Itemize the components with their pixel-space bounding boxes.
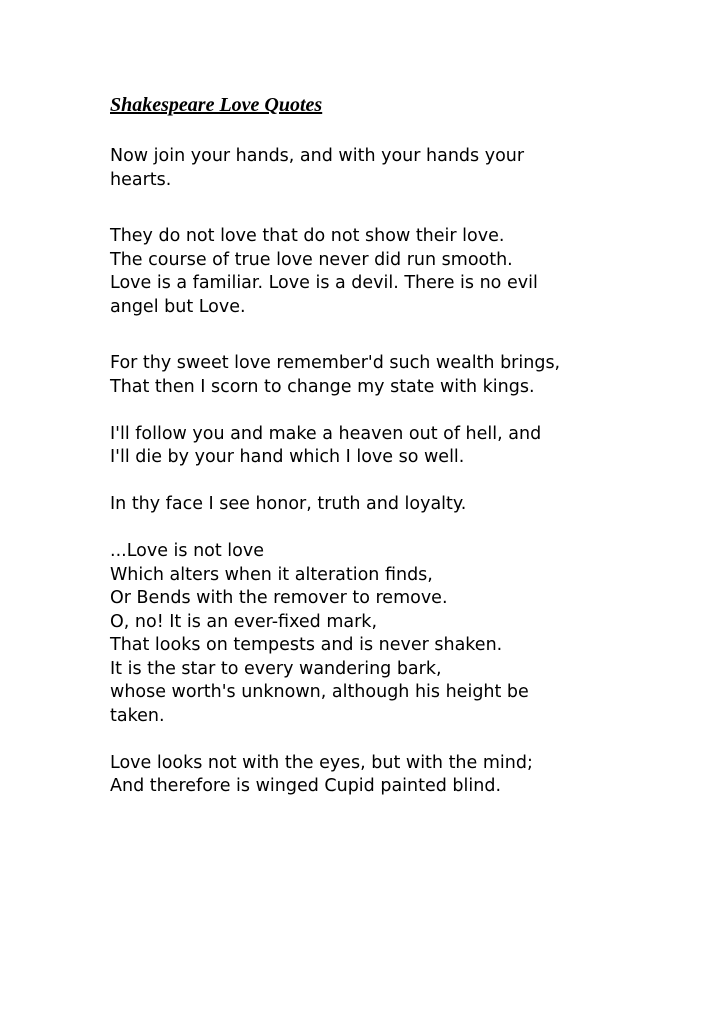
text-line: For thy sweet love remember'd such wealth brings, [110, 353, 561, 373]
text-line: whose worth's unknown, although his height be [110, 682, 529, 702]
stanza [110, 752, 710, 799]
document-body [110, 145, 710, 799]
stanza [110, 352, 710, 399]
text-line: I'll follow you and make a heaven out of hell, and [110, 423, 542, 444]
text-line: I'll die by your hand which I love so well. [110, 447, 465, 467]
text-line: Love is a familiar. Love is a devil. There is no evil [110, 273, 538, 293]
stanza [110, 145, 710, 192]
stanza [110, 423, 710, 470]
text-line: O, no! It is an ever-fixed mark, [110, 611, 378, 632]
text-line: Love looks not with the eyes, but with the mind; [110, 752, 533, 773]
document-title: Shakespeare Love Quotes [110, 94, 323, 116]
text-line: It is the star to every wandering bark, [110, 658, 442, 679]
text-line: angel but Love. [110, 296, 246, 317]
text-line: ...Love is not love [110, 541, 264, 561]
text-line: That then I scorn to change my state with kings. [110, 376, 535, 397]
paragraph-spacer [110, 470, 710, 494]
paragraph-spacer [110, 399, 710, 423]
text-line: That looks on tempests and is never shaken. [110, 635, 503, 655]
text-line: Now join your hands, and with your hands your [110, 146, 525, 166]
text-line: Or Bends with the remover to remove. [110, 588, 448, 608]
text-line: The course of true love never did run smooth. [110, 249, 513, 270]
paragraph-spacer [110, 192, 710, 225]
text-line: They do not love that do not show their love. [110, 226, 505, 246]
paragraph-spacer [110, 319, 710, 352]
paragraph-spacer [110, 517, 710, 541]
stanza [110, 540, 710, 728]
text-line: In thy face I see honor, truth and loyalty. [110, 494, 467, 514]
stanza [110, 225, 710, 319]
text-line: hearts. [110, 169, 172, 190]
paragraph-spacer [110, 728, 710, 752]
text-line: Which alters when it alteration finds, [110, 564, 433, 585]
stanza [110, 493, 710, 517]
text-line: And therefore is winged Cupid painted blind. [110, 776, 502, 796]
text-line: taken. [110, 705, 165, 726]
